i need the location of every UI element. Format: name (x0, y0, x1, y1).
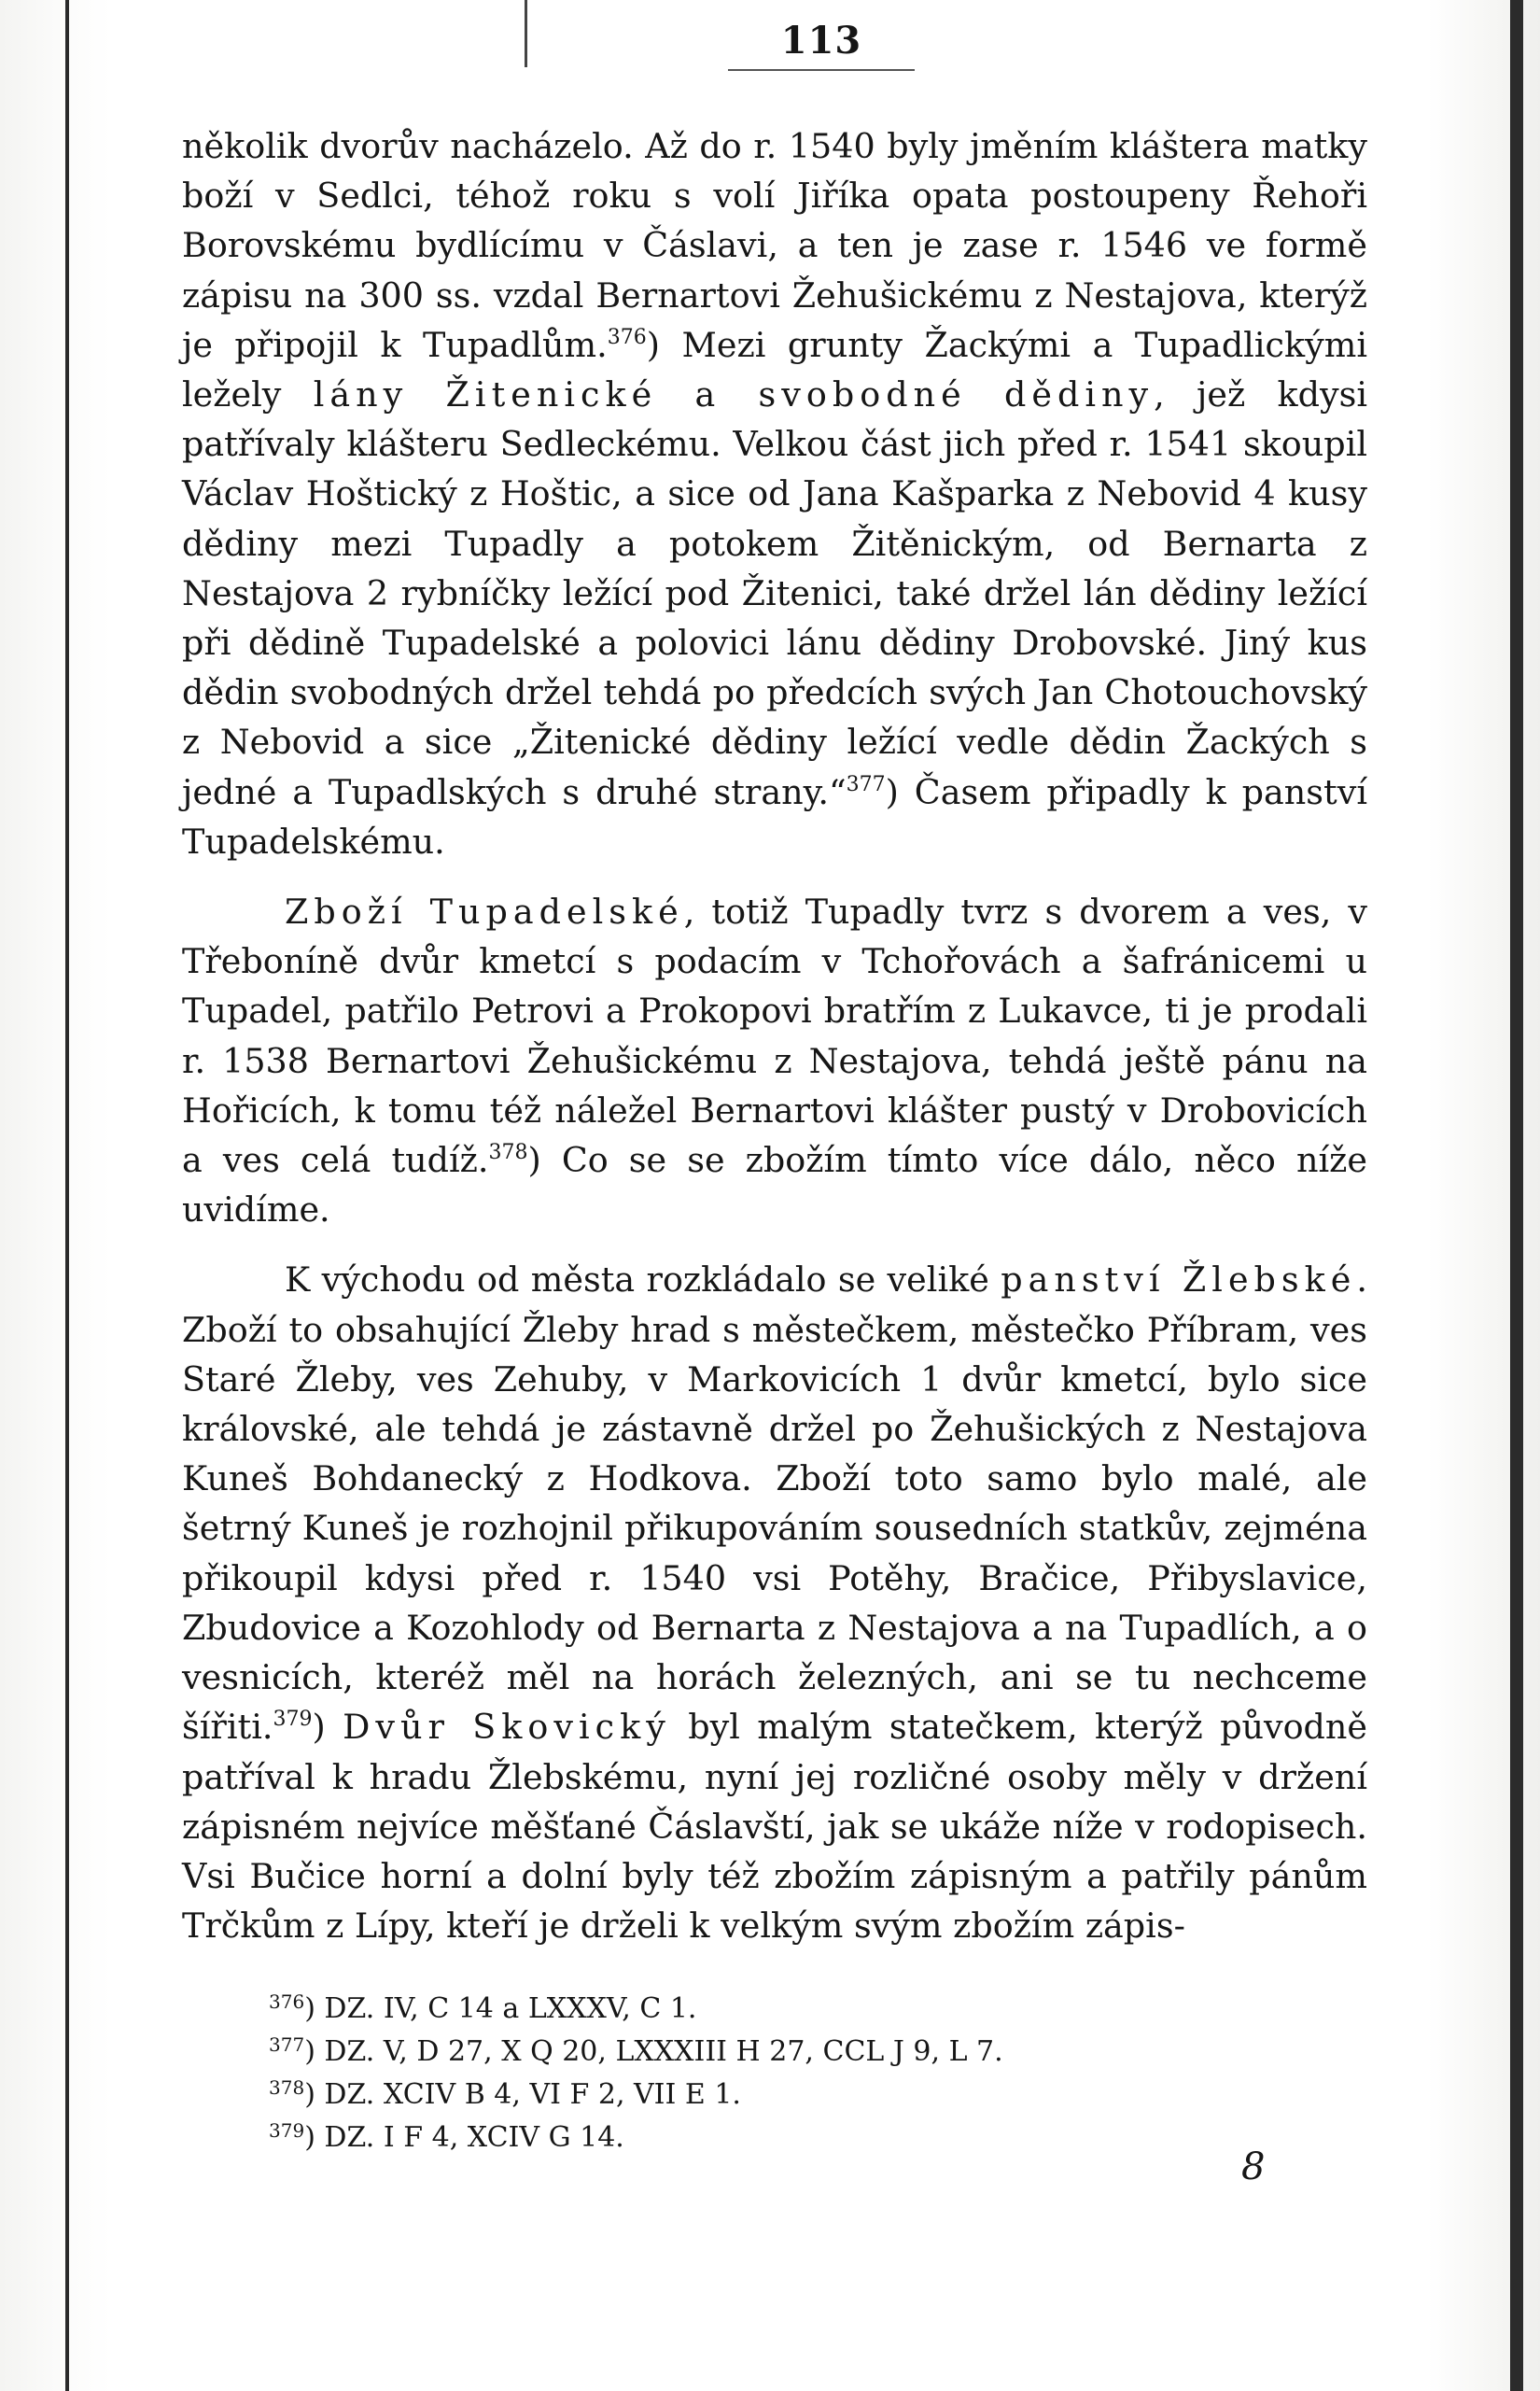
footnotes (269, 1984, 1370, 2156)
footnote-378: $^{378}$) DZ. XCIV B 4, VI F 2, VII E 1. (269, 2076, 741, 2111)
printer-signature-mark: 8 (1241, 2145, 1266, 2188)
page-number: 113 (728, 17, 915, 71)
emphasis-spaced: panství Žlebské (1001, 1259, 1357, 1301)
emphasis-spaced: Dvůr Skovický (343, 1707, 671, 1748)
footnote-ref-377: 377 (846, 772, 886, 796)
footnote-ref-378: 378 (488, 1141, 528, 1165)
footnote-379: $^{379}$) DZ. I F 4, XCIV G 14. (269, 2119, 624, 2154)
footnote-376: $^{376}$) DZ. IV, C 14 a LXXXV, C 1. (269, 1990, 697, 2025)
footnote-ref-376: 376 (607, 325, 647, 349)
binding-mark-top (525, 0, 527, 67)
binding-edge-left (65, 0, 69, 2391)
page-edge-right (1510, 0, 1523, 2391)
paragraph-2: Zboží Tupadelské, totiž Tupadly tvrz s dvorem a ves, v Třeboníně dvůr kmetcí s podacím v Tchořovách a šafránicemi u Tupadel, patřilo Petrovi a Prokopovi bratřím z Lukavce, ti je prodali r. 1538 Bernartovi Žehušickému z Nestajova, tehdá ještě pánu na Hořicích, k tomu též náležel Bernartovi klášter pustý v Drobovicích a ves celá tudíž.$^{378}$) Co se se zbožím tímto více dálo, něco níže uvidíme. (182, 892, 1367, 1231)
footnote-ref-379: 379 (273, 1708, 313, 1732)
footnote-377: $^{377}$) DZ. V, D 27, X Q 20, LXXXIII H 27, CCL J 9, L 7. (269, 2033, 1003, 2068)
paragraph-1: několik dvorův nacházelo. Až do r. 1540 byly jměním kláštera matky boží v Sedlci, téhož roku s volí Jiříka opata postoupeny Řehoři Borovskému bydlícímu v Čáslavi, a ten je zase r. 1546 ve formě zápisu na 300 ss. vzdal Bernartovi Žehušickému z Nestajova, kterýž je připojil k Tupadlům.$^{376}$) Mezi grunty Žackými a Tupadlickými ležely lány Žitenické a svobodné dědiny, jež kdysi patřívaly klášteru Sedleckému. Velkou část jich před r. 1541 skoupil Václav Hoštický z Hoštic, a sice od Jana Kašparka z Nebovid 4 kusy dědiny mezi Tupadly a potokem Žitěnickým, od Bernarta z Nestajova 2 rybníčky ležící pod Žitenici, také držel lán dědiny ležící při dědině Tupadelské a polovici lánu dědiny Drobovské. Jiný kus dědin svobodných držel tehdá po předcích svých Jan Chotouchovský z Nebovid a sice „Žitenické dědiny ležící vedle dědin Žackých s jedné a Tupadlských s druhé strany.“$^{377}$) Časem připadly k panství Tupadelskému. (182, 126, 1367, 862)
paragraph-3: K východu od města rozkládalo se veliké panství Žlebské. Zboží to obsahující Žleby hrad s městečkem, městečko Příbram, ves Staré Žleby, ves Zehuby, v Markovicích 1 dvůr kmetcí, bylo sice královské, ale tehdá je zástavně držel po Žehušických z Nestajova Kuneš Bohdanecký z Hodkova. Zboží toto samo bylo malé, ale šetrný Kuneš je rozhojnil přikupováním sousedních statkův, zejména přikoupil kdysi před r. 1540 vsi Potěhy, Bračice, Přibyslavice, Zbudovice a Kozohlody od Bernarta z Nestajova a na Tupadlích, a o vesnicích, kteréž měl na horách železných, ani se tu nechceme šířiti.$^{379}$) Dvůr Skovický byl malým statečkem, kterýž původně patříval k hradu Žlebskému, nyní jej rozličné osoby měly v držení zápisném nejvíce měšťané Čáslavští, jak se ukáže níže v rodopisech. Vsi Bučice horní a dolní byly též zbožím zápisným a patřily pánům Trčkům z Lípy, kteří je drželi k velkým svým zbožím zápis- (182, 1259, 1368, 1947)
body-text (182, 121, 1367, 1950)
emphasis-spaced: lány Žitenické a svobodné dědiny (313, 374, 1155, 415)
emphasis-spaced: Zboží Tupadelské (285, 892, 684, 933)
